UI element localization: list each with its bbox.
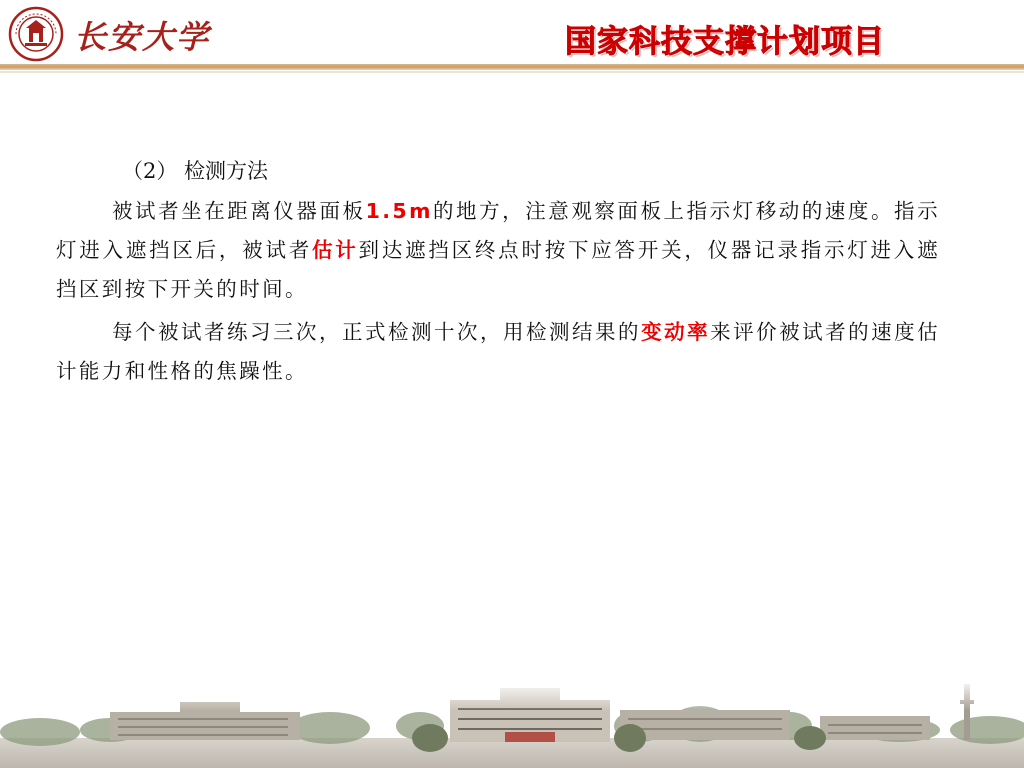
highlight-variation-rate: 变动率 [641,320,711,344]
slide-header [0,0,1024,68]
highlight-estimate: 估计 [312,238,359,262]
paragraph-text: 被试者坐在距离仪器面板 [112,199,366,223]
paragraph-text: 来评价被试者的速度估计能力和性格的焦躁性。 [56,320,941,383]
university-name: 长安大学 [74,18,211,56]
paragraph-text: 每个被试者练习三次，正式检测十次，用检测结果的 [112,320,642,344]
section-heading: （2） 检测方法 [122,159,269,183]
paragraph-text: 到达遮挡区终点时按下应答开关，仪器记录指示灯进入遮挡区到按下开关的时间。 [56,238,940,301]
highlight-distance: 1.5m [365,199,433,223]
paragraph-evaluation [56,313,940,391]
campus-building-illustration [0,680,1024,768]
university-seal-icon [8,6,64,62]
slide-body [56,150,940,391]
paragraph-text: 的地方，注意观察面板上指示灯移动的速度。指示灯进入遮挡区后，被试者 [56,199,940,262]
paragraph-detection-procedure [56,192,940,309]
project-title: 国家科技支撑计划项目 [565,24,885,60]
header-divider [0,64,1024,70]
header-divider-thin [0,71,1024,73]
